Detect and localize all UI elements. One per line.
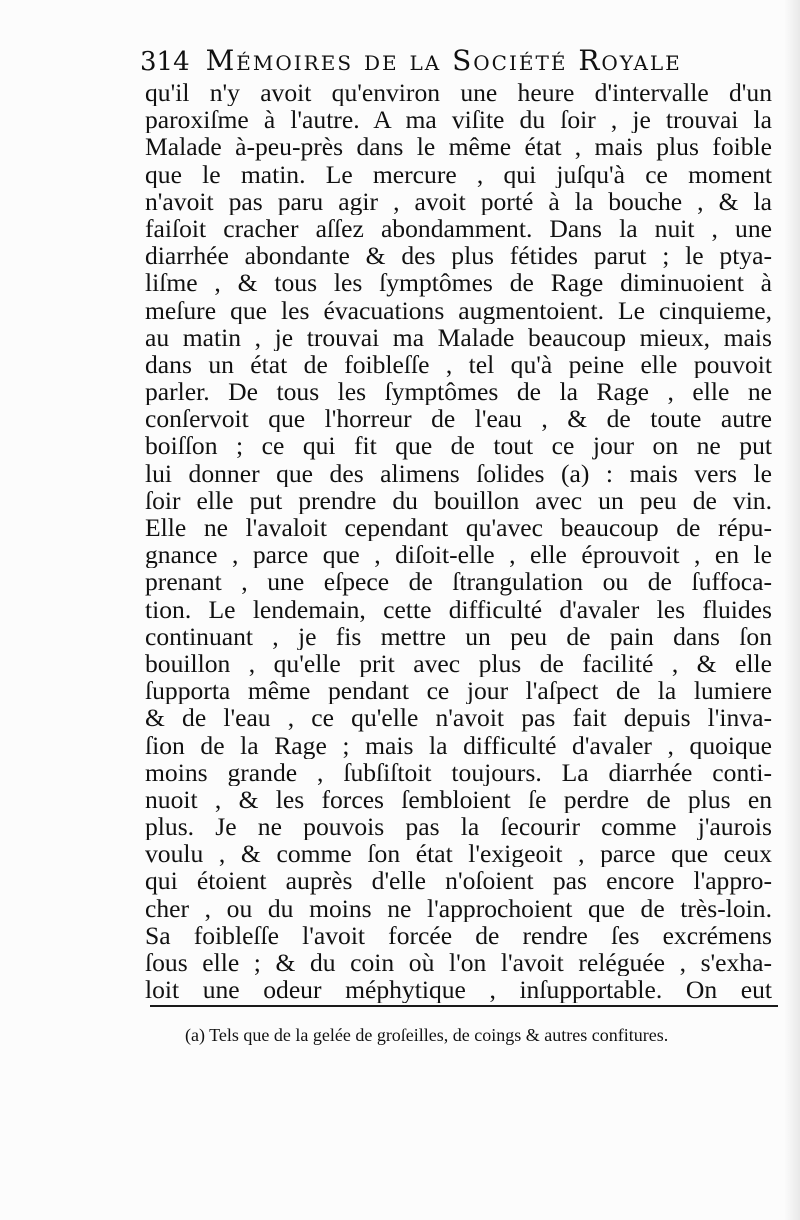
text-line: cher , ou du moins ne l'approchoient que de très-loin. (145, 894, 772, 922)
footnote: (a) Tels que de la gelée de groſeilles, de coings & autres confitures. (185, 1025, 669, 1045)
text-line: gnance , parce que , diſoit-elle , elle éprouvoit , en le (145, 541, 772, 569)
text-line: au matin , je trouvai ma Malade beaucoup mieux, mais (145, 323, 772, 351)
text-line: que le matin. Le mercure , qui juſqu'à ce moment (145, 160, 772, 188)
text-line: Malade à-peu-près dans le même état , mais plus foible (145, 133, 772, 161)
text-line: n'avoit pas paru agir , avoit porté à la bouche , & la (145, 187, 772, 215)
text-line: meſure que les évacuations augmentoient. Le cinquieme, (145, 296, 772, 324)
body-text (145, 79, 772, 1003)
text-line: tion. Le lendemain, cette difficulté d'avaler les fluides (145, 595, 772, 623)
text-line: ſoir elle put prendre du bouillon avec un peu de vin. (145, 486, 772, 514)
text-line: loit une odeur méphytique , inſupportable. On eut (145, 976, 772, 1004)
footnote-rule (150, 1005, 778, 1007)
text-line: ſupporta même pendant ce jour l'aſpect de la lumiere (145, 677, 772, 705)
text-line: moins grande , ſubſiſtoit toujours. La diarrhée conti- (145, 758, 772, 786)
text-line: Sa foibleſſe l'avoit forcée de rendre ſes excrémens (145, 921, 772, 949)
text-line: qu'il n'y avoit qu'environ une heure d'intervalle d'un (145, 79, 772, 107)
text-line: continuant , je fis mettre un peu de pain dans ſon (145, 622, 772, 650)
text-line: conſervoit que l'horreur de l'eau , & de toute autre (145, 405, 772, 433)
text-line: ſion de la Rage ; mais la difficulté d'avaler , quoique (145, 731, 772, 759)
text-line: prenant , une eſpece de ſtrangulation ou de ſuffoca- (145, 568, 772, 596)
page-edge-shadow (784, 0, 800, 1220)
text-line: nuoit , & les forces ſembloient ſe perdre de plus en (145, 785, 772, 814)
text-line: ſous elle ; & du coin où l'on l'avoit reléguée , s'exha- (145, 949, 772, 977)
text-line: qui étoient auprès d'elle n'oſoient pas encore l'appro- (145, 867, 772, 895)
text-line: bouillon , qu'elle prit avec plus de facilité , & elle (145, 649, 772, 678)
text-line: paroxiſme à l'autre. A ma viſite du ſoir , je trouvai la (145, 106, 772, 134)
text-line: & de l'eau , ce qu'elle n'avoit pas fait depuis l'inva- (145, 704, 772, 732)
text-line: plus. Je ne pouvois pas la ſecourir comme j'aurois (145, 813, 772, 841)
text-line: liſme , & tous les ſymptômes de Rage diminuoient à (145, 269, 772, 297)
text-line: parler. De tous les ſymptômes de la Rage , elle ne (145, 378, 772, 406)
text-line: boiſſon ; ce qui fit que de tout ce jour on ne put (145, 432, 772, 460)
text-line: dans un état de foibleſſe , tel qu'à peine elle pouvoit (145, 350, 772, 379)
text-line: faiſoit cracher aſſez abondamment. Dans la nuit , une (145, 214, 772, 243)
running-title: Mémoires de la Société Royale (205, 44, 682, 77)
text-line: Elle ne l'avaloit cependant qu'avec beaucoup de répu- (145, 514, 772, 542)
text-line: diarrhée abondante & des plus fétides parut ; le ptya- (145, 242, 772, 270)
text-line: lui donner que des alimens ſolides (a) : mais vers le (145, 459, 772, 487)
running-head (140, 44, 720, 80)
page-number: 314 (140, 47, 190, 77)
text-line: voulu , & comme ſon état l'exigeoit , parce que ceux (145, 840, 772, 868)
